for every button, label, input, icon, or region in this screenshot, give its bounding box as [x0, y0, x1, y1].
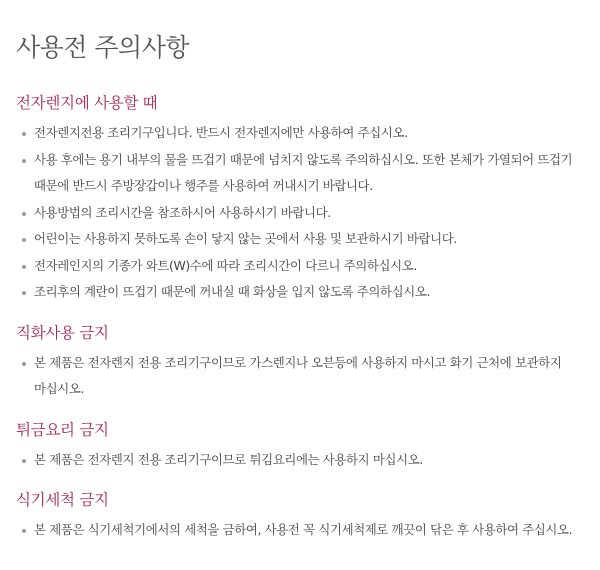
section-title: 전자렌지에 사용할 때: [16, 94, 158, 112]
list-item-text: 사용 후에는 용기 내부의 물을 뜨겁기 때문에 넘치지 않도록 주의하십시오. 또한 본체가 가열되어 뜨겁기 때문에 반드시 주방장갑이나 행주를 사용하여 꺼내시기 바랍니다.: [34, 151, 573, 193]
section-title: 튀금요리 금지: [16, 420, 109, 439]
section-no-direct-fire: [16, 322, 592, 403]
list-item-text: 전자레인지의 기종가 와트(W)수에 따라 조리시간이 다르니 주의하십시오.: [34, 257, 417, 273]
section-title: 직화사용 금지: [16, 323, 109, 342]
list-item-text: 조리후의 계란이 뜨겁기 때문에 꺼내실 때 화상을 입지 않도록 주의하십시오.: [34, 284, 431, 299]
page-title: 사용전 주의사항: [16, 33, 189, 62]
section-no-dishwasher: [16, 489, 592, 544]
list-item-text: 본 제품은 전자렌지 전용 조리기구이므로 튀김요리에는 사용하지 마십시오.: [34, 451, 423, 467]
list-item: [16, 517, 592, 544]
list-item: [16, 279, 592, 306]
list-item: [16, 120, 592, 147]
bullet-icon: [22, 265, 26, 269]
list-item: [16, 226, 592, 253]
list-item-text: 본 제품은 식기세척기에서의 세척을 금하여, 사용전 꼭 식기세척제로 깨끗이 닦은 후 사용하여 주십시오.: [34, 522, 573, 537]
list-item: [16, 253, 592, 280]
list-item-text: 어린이는 사용하지 못하도록 손이 닿지 않는 곳에서 사용 및 보관하시기 바랍니다.: [34, 231, 457, 246]
bullet-icon: [22, 159, 26, 163]
bullet-list: [16, 120, 592, 306]
bullet-icon: [22, 529, 26, 533]
bullet-list: [16, 517, 592, 544]
bullet-icon: [22, 291, 26, 295]
bullet-icon: [22, 459, 26, 463]
bullet-icon: [22, 362, 26, 366]
bullet-icon: [22, 212, 26, 216]
section-no-frying: [16, 419, 592, 474]
list-item: [16, 447, 592, 474]
list-item-text: 사용방법의 조리시간을 참조하시어 사용하시기 바랍니다.: [34, 204, 331, 220]
bullet-icon: [22, 132, 26, 136]
list-item: [16, 350, 592, 403]
bullet-list: [16, 447, 592, 474]
list-item: [16, 200, 592, 227]
list-item-text: 전자렌지전용 조리기구입니다. 반드시 전자렌지에만 사용하여 주십시오.: [34, 125, 408, 140]
list-item: [16, 147, 592, 200]
bullet-icon: [22, 238, 26, 242]
section-microwave-use: [16, 92, 592, 306]
section-title: 식기세척 금지: [16, 491, 109, 509]
list-item-text: 본 제품은 전자렌지 전용 조리기구이므로 가스렌지나 오븐등에 사용하지 마시고 화기 근처에 보관하지 마십시오.: [34, 354, 562, 396]
bullet-list: [16, 350, 592, 403]
